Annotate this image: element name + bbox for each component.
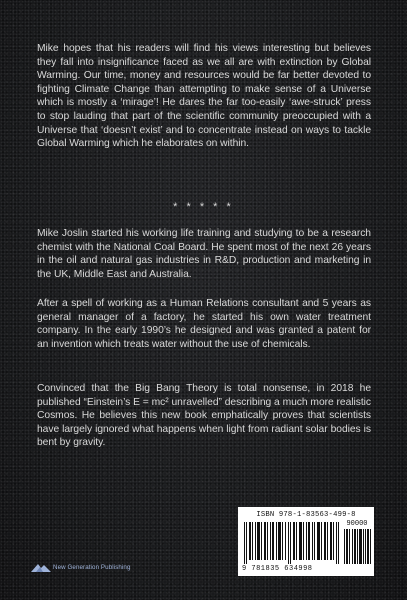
barcode-digits: 9 781835 634998 bbox=[242, 565, 313, 573]
bio-paragraph-1: Mike Joslin started his working life training and studying to be a research chemist with the National Coal Board. He spent most of the next 26 years in the oil and natural gas industries in R&D, production and marketing in the UK, Middle East and Australia. bbox=[37, 228, 371, 280]
publisher-imprint bbox=[31, 562, 130, 572]
price-addon-code: 90000 bbox=[346, 520, 368, 528]
mountain-logo-icon bbox=[31, 562, 51, 572]
bio-paragraph-2: After a spell of working as a Human Relations consultant and 5 years as general manager of a factory, he started his own water treatment company. In the early 1990’s he designed and was granted a patent for an invention which treats water without the use of chemicals. bbox=[37, 298, 371, 350]
bio-paragraph-3: Convinced that the Big Bang Theory is total nonsense, in 2018 he published “Einstein’s E = mc² unravelled” describing a much more realistic Cosmos. He believes this new book emphatically proves that scientists have largely ignored what happens when light from radiant solar bodies is bent by gravity. bbox=[37, 383, 371, 449]
section-separator: * * * * * bbox=[173, 201, 234, 213]
isbn-barcode bbox=[238, 507, 374, 576]
intro-paragraph: Mike hopes that his readers will find his views interesting but believes they fall into insignificance faced as we all are with extinction by Global Warming. Our time, money and resources would be far better devoted to fighting Climate Change than attempting to make sense of a Universe which is mostly a ‘mirage’! He dares the far too-easily ‘awe-struck’ press to stop lauding that part of the scientific community preoccupied with a Universe that ‘doesn’t exist’ and to concentrate instead on ways to tackle Global Warming which he elaborates on within. bbox=[37, 43, 371, 150]
addon-barcode-bars bbox=[344, 529, 371, 564]
barcode-bars bbox=[244, 522, 340, 564]
isbn-text: ISBN 978-1-83563-499-8 bbox=[256, 511, 356, 519]
publisher-name: New Generation Publishing bbox=[53, 563, 131, 571]
